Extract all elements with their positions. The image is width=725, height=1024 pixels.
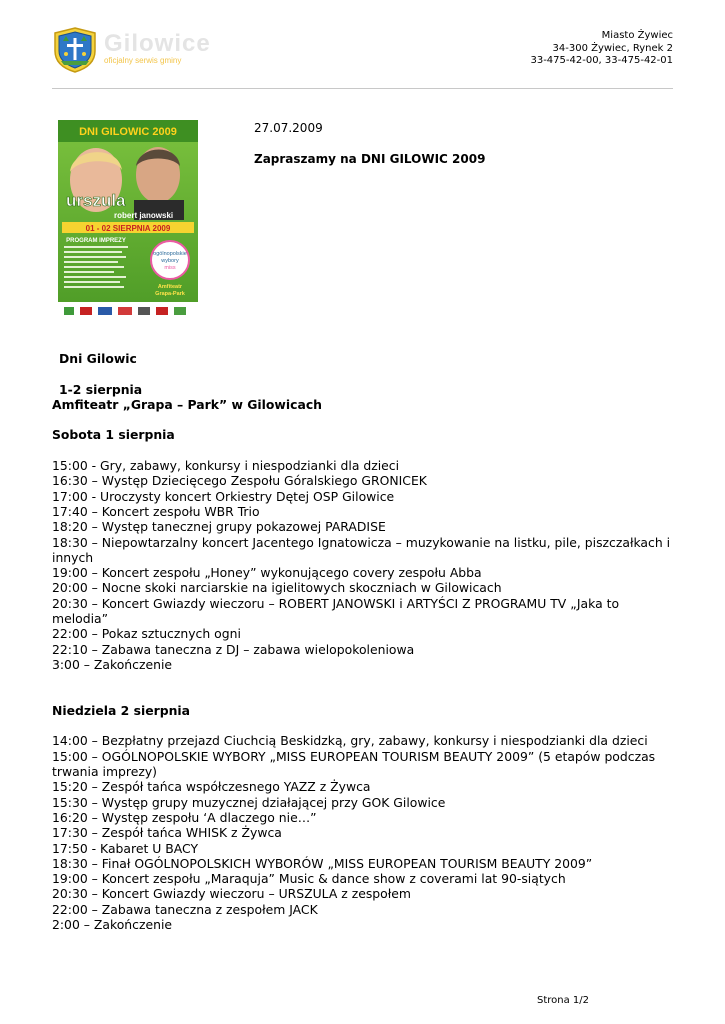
poster-venue-line-2: Grapa-Park bbox=[155, 291, 185, 297]
schedule-item: 15:30 – Występ grupy muzycznej działającej przy GOK Gilowice bbox=[52, 794, 446, 810]
event-name: Dni Gilowic bbox=[59, 351, 137, 366]
schedule-item: 17:30 – Zespół tańca WHISK z Żywca bbox=[52, 825, 282, 841]
poster-program-lines bbox=[64, 246, 128, 288]
event-venue: Amfiteatr „Grapa – Park” w Gilowicach bbox=[52, 396, 322, 412]
page-number: Strona 1/2 bbox=[537, 995, 590, 1006]
schedule-item: 18:30 – Finał OGÓLNOPOLSKICH WYBORÓW „MISS EUROPEAN TOURISM BEAUTY 2009” bbox=[52, 855, 593, 871]
coat-of-arms-icon bbox=[52, 27, 98, 73]
schedule-item: 22:00 – Zabawa taneczna z zespołem JACK bbox=[52, 901, 318, 917]
poster-artist-1: urszula bbox=[66, 191, 126, 210]
schedule-item: 18:20 – Występ tanecznej grupy pokazowej PARADISE bbox=[52, 519, 386, 535]
article-title: Zapraszamy na DNI GILOWIC 2009 bbox=[254, 152, 486, 166]
event-dates: 1-2 sierpnia bbox=[59, 381, 143, 397]
poster-badge-line-3: miss bbox=[164, 265, 176, 271]
schedule-item: 19:00 – Koncert zespołu „Maraquja” Music & dance show z coverami lat 90-siątych bbox=[52, 871, 566, 887]
logo-name: Gilowice bbox=[104, 30, 211, 57]
schedule-item: 20:30 – Koncert Gwiazdy wieczoru – URSZULA z zespołem bbox=[52, 886, 411, 902]
poster-title: DNI GILOWIC 2009 bbox=[79, 126, 177, 138]
article-date: 27.07.2009 bbox=[254, 121, 323, 135]
schedule-item: 15:00 - Gry, zabawy, konkursy i niespodzianki dla dzieci bbox=[52, 458, 400, 474]
poster-sponsor-logos bbox=[64, 307, 186, 315]
poster-venue-line-1: Amfiteatr bbox=[157, 284, 183, 290]
schedule-item: 20:00 – Nocne skoki narciarskie na igielitowych skoczniach w Gilowicach bbox=[52, 580, 502, 596]
schedule-item: 16:20 – Występ zespołu ‘A dlaczego nie…” bbox=[52, 809, 317, 825]
schedule-item: 18:30 – Niepowtarzalny koncert Jacentego Ignatowicza – muzykowanie na listku, pile, piszczałkach i innych bbox=[52, 534, 671, 565]
schedule-item: 19:00 – Koncert zespołu „Honey” wykonującego covery zespołu Abba bbox=[52, 565, 482, 581]
site-logo[interactable] bbox=[52, 27, 252, 75]
schedule-item: 2:00 – Zakończenie bbox=[52, 916, 173, 932]
schedule-item: 3:00 – Zakończenie bbox=[52, 656, 173, 672]
schedule-item: 15:20 – Zespół tańca współczesnego YAZZ z Żywca bbox=[52, 779, 371, 795]
header-divider bbox=[52, 88, 673, 89]
schedule-item: 15:00 – OGÓLNOPOLSKIE WYBORY „MISS EUROPEAN TOURISM BEAUTY 2009” (5 etapów podczas trwania imprezy) bbox=[52, 748, 656, 780]
poster-artist-2: robert janowski bbox=[114, 211, 174, 220]
schedule-item: 17:00 - Uroczysty koncert Orkiestry Dętej OSP Gilowice bbox=[52, 488, 395, 504]
event-poster[interactable] bbox=[58, 120, 198, 320]
schedule-item: 14:00 – Bezpłatny przejazd Ciuchcią Beskidzką, gry, zabawy, konkursy i niespodzianki dla dzieci bbox=[52, 733, 648, 749]
address-phone: 33-475-42-00, 33-475-42-01 bbox=[530, 55, 673, 66]
poster-dates: 01 - 02 SIERPNIA 2009 bbox=[85, 224, 171, 233]
poster-program-label: PROGRAM IMPREZY bbox=[66, 238, 126, 244]
schedule-item: 22:10 – Zabawa taneczna z DJ – zabawa wielopokoleniowa bbox=[52, 641, 415, 657]
poster-badge-line-1: ogólnopolskie bbox=[153, 251, 187, 257]
logo-tagline: oficjalny serwis gminy bbox=[104, 56, 182, 65]
saturday-heading: Sobota 1 sierpnia bbox=[52, 427, 175, 443]
poster-badge-line-2: wybory bbox=[161, 258, 179, 264]
article-body bbox=[52, 351, 677, 932]
address-block bbox=[530, 30, 673, 68]
address-street: 34-300 Żywiec, Rynek 2 bbox=[552, 42, 673, 54]
schedule-item: 16:30 – Występ Dziecięcego Zespołu Góralskiego GRONICEK bbox=[52, 473, 427, 489]
schedule-item: 17:40 – Koncert zespołu WBR Trio bbox=[52, 503, 260, 519]
schedule-item: 22:00 – Pokaz sztucznych ogni bbox=[52, 626, 241, 642]
sunday-heading: Niedziela 2 sierpnia bbox=[52, 702, 191, 718]
address-city: Miasto Żywiec bbox=[601, 30, 673, 41]
schedule-item: 20:30 – Koncert Gwiazdy wieczoru – ROBERT JANOWSKI i ARTYŚCI Z PROGRAMU TV „Jaka to melodia” bbox=[52, 595, 620, 627]
schedule-item: 17:50 - Kabaret U BACY bbox=[52, 840, 199, 856]
